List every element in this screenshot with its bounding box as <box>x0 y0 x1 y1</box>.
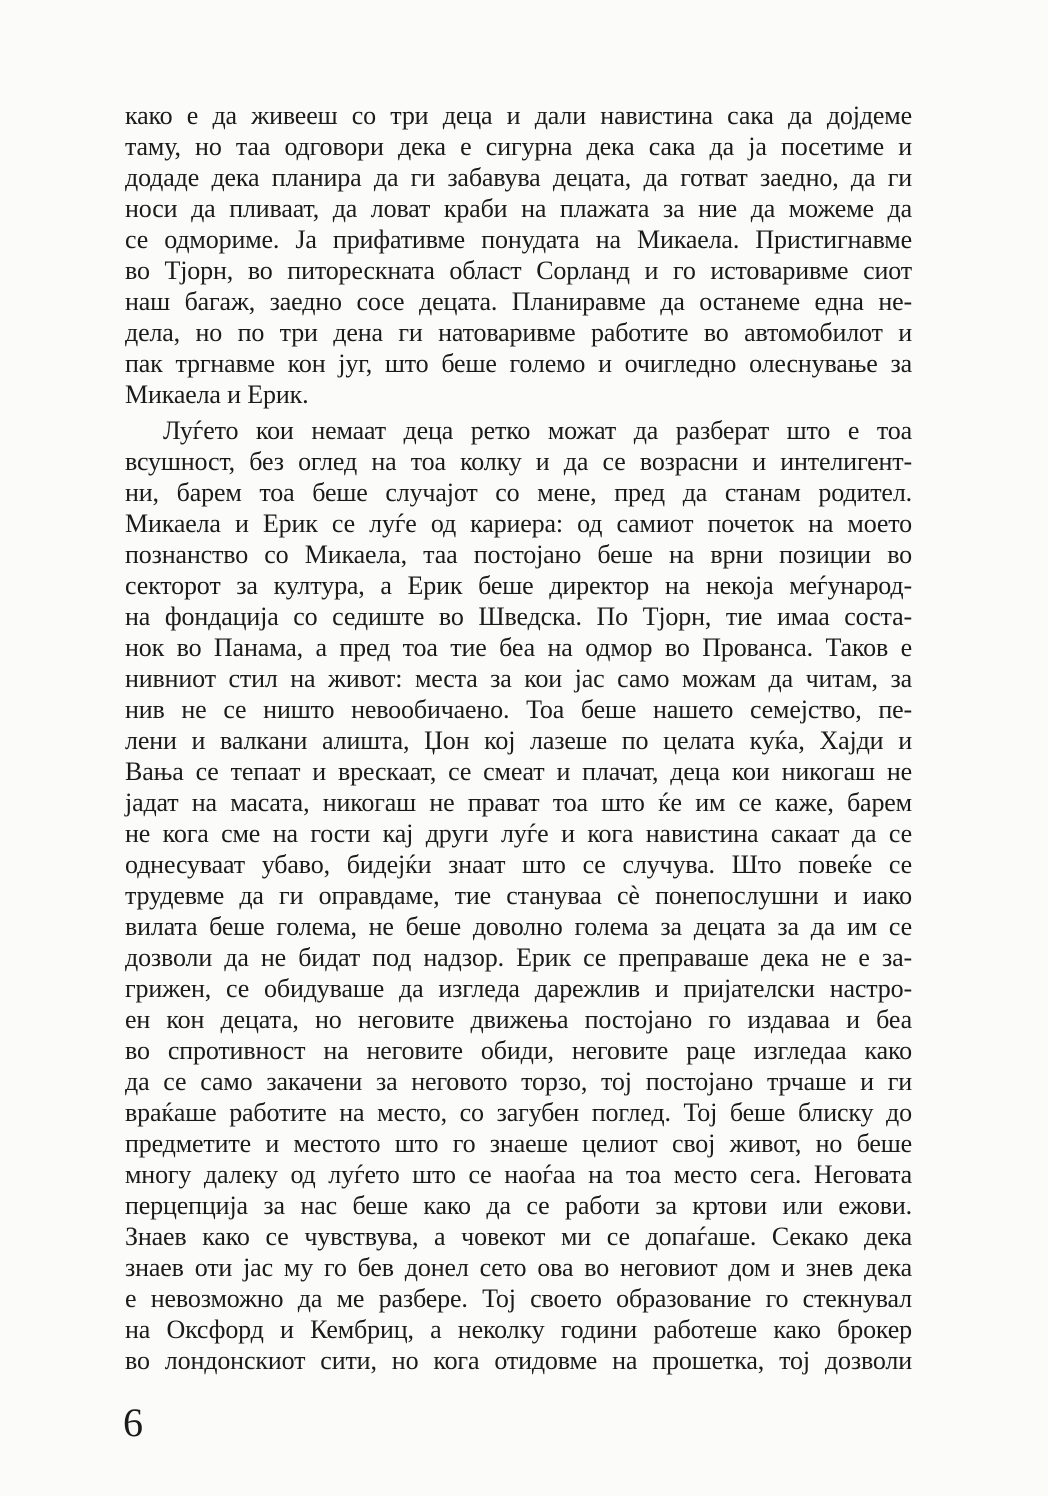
text-line: знаев оти јас му го бев донел сето ова во неговиот дом и знев дека <box>125 1253 912 1282</box>
text-line: нивниот стил на живот: места за кои јас само можам да читам, за <box>125 664 912 693</box>
text-line: на Оксфорд и Кембриц, а неколку години работеше како брокер <box>125 1315 912 1344</box>
text-line: лени и валкани алишта, Џон кој лазеше по целата куќа, Хајди и <box>125 726 912 755</box>
text-line: дела, но по три дена ги натоваривме работите во автомобилот и <box>125 318 912 347</box>
text-line: јадат на масата, никогаш не прават тоа што ќе им се каже, барем <box>125 788 912 817</box>
text-line: во спротивност на неговите обиди, неговите раце изгледаа како <box>125 1036 912 1065</box>
text-line: се одмориме. Ја прифативме понудата на Микаела. Пристигнавме <box>125 225 912 254</box>
text-line: носи да пливаат, да ловат краби на плажата за ние да можеме да <box>125 194 912 223</box>
text-line: додаде дека планира да ги забавува децата, да готват заедно, да ги <box>125 163 912 192</box>
paragraph <box>125 415 912 1376</box>
text-line: предметите и местото што го знаеше целиот свој живот, но беше <box>125 1129 912 1158</box>
text-line: Вања се тепаат и врескаат, се смеат и плачат, деца кои никогаш не <box>125 757 912 786</box>
paragraph <box>125 100 912 410</box>
text-line: како е да живееш со три деца и дали навистина сака да дојдеме <box>125 101 912 130</box>
text-line: Знаев како се чувствува, а човекот ми се допаѓаше. Секако дека <box>125 1222 912 1251</box>
text-line: Микаела и Ерик се луѓе од кариера: од самиот почеток на моето <box>125 509 912 538</box>
text-line: вилата беше голема, не беше доволно голема за децата за да им се <box>125 912 912 941</box>
text-line: во Тјорн, во питорескната област Сорланд и го истоваривме сиот <box>125 256 912 285</box>
text-line: на фондација со седиште во Шведска. По Тјорн, тие имаа соста- <box>125 602 912 631</box>
text-line: познанство со Микаела, таа постојано беше на врни позиции во <box>125 540 912 569</box>
text-line: грижен, се обидуваше да изгледа дарежлив и пријателски настро- <box>125 974 912 1003</box>
page-number: 6 <box>123 1400 143 1445</box>
text-line: враќаше работите на место, со загубен поглед. Тој беше блиску до <box>125 1098 912 1127</box>
text-line: трудевме да ги оправдаме, тие стануваа сѐ понепослушни и иако <box>125 881 912 910</box>
text-line: во лондонскиот сити, но кога отидовме на прошетка, тој дозволи <box>125 1346 912 1375</box>
text-line: многу далеку од луѓето што се наоѓаа на тоа место сега. Неговата <box>125 1160 912 1189</box>
text-line: нив не се ништо невообичаено. Тоа беше нашето семејство, пе- <box>125 695 912 724</box>
text-line: Луѓето кои немаат деца ретко можат да разберат што е тоа <box>163 416 912 445</box>
text-line: ни, барем тоа беше случајот со мене, пред да станам родител. <box>125 478 912 507</box>
text-line: нок во Панама, а пред тоа тие беа на одмор во Прованса. Таков е <box>125 633 912 662</box>
text-line: пак тргнавме кон југ, што беше големо и очигледно олеснување за <box>125 349 912 378</box>
text-line: однесуваат убаво, бидејќи знаат што се случува. Што повеќе се <box>125 850 912 879</box>
text-line: Микаела и Ерик. <box>125 380 309 409</box>
text-block <box>125 100 912 1376</box>
text-line: не кога сме на гости кај други луѓе и кога навистина сакаат да се <box>125 819 912 848</box>
text-line: таму, но таа одговори дека е сигурна дека сака да ја посетиме и <box>125 132 912 161</box>
text-line: ен кон децата, но неговите движења постојано го издаваа и беа <box>125 1005 912 1034</box>
text-line: е невозможно да ме разбере. Тој своето образование го стекнувал <box>125 1284 912 1313</box>
text-line: секторот за култура, а Ерик беше директор на некоја меѓународ- <box>125 571 912 600</box>
text-line: дозволи да не бидат под надзор. Ерик се преправаше дека не е за- <box>125 943 912 972</box>
text-line: да се само закачени за неговото торзо, тој постојано трчаше и ги <box>125 1067 912 1096</box>
text-line: наш багаж, заедно сосе децата. Планиравме да останеме една не- <box>125 287 912 316</box>
text-line: перцепција за нас беше како да се работи за кртови или ежови. <box>125 1191 912 1220</box>
text-line: всушност, без оглед на тоа колку и да се возрасни и интелигент- <box>125 447 912 476</box>
